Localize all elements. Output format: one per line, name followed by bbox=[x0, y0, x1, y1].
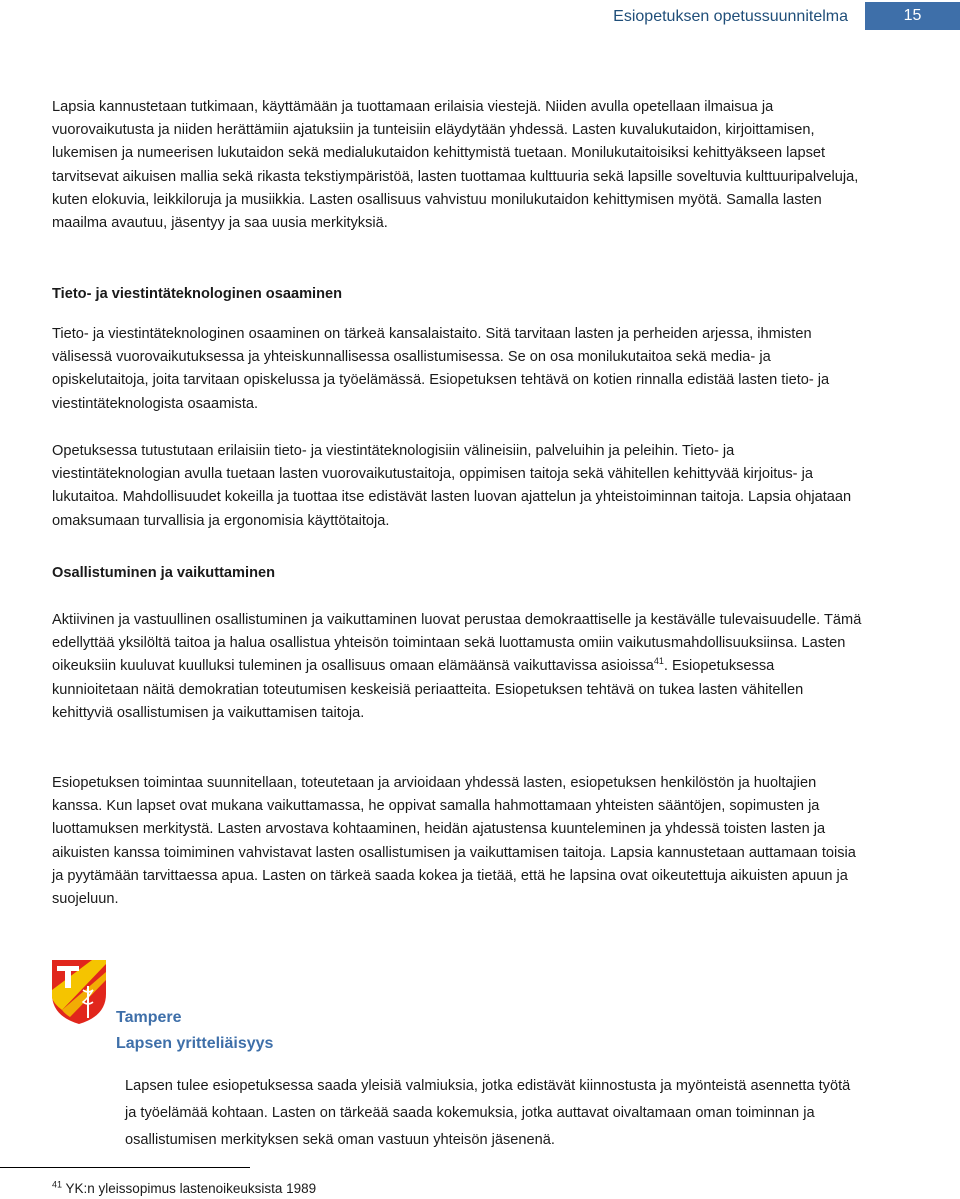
paragraph-multiliteracy: Lapsia kannustetaan tutkimaan, käyttämään ja tuottamaan erilaisia viestejä. Niiden avulla opetellaan ilmaisua ja vuorovaikutusta ja niiden herättämiin ajatuksiin ja tunteisiin eläydytään yhdessä. Lasten kuvalukutaidon, kirjoittamisen, lukemisen ja numeerisen lukutaidon sekä medialukutaidon kehittymistä tuetaan. Monilukutaitoisiksi kehittyäkseen lapset tarvitsevat aikuisen mallia sekä rikasta tekstiympäristöä, lasten tuottamaa kulttuuria sekä lapsille soveltuvia kulttuuripalveluja, kuten elokuvia, leikkiloruja ja musiikkia. Lasten osallisuus vahvistuu monilukutaidon kehittymisen myötä. Samalla lasten maailma avautuu, jäsentyy ja saa uusia merkityksiä. bbox=[52, 99, 859, 232]
footnote-number: 41 bbox=[52, 1179, 63, 1190]
footnote bbox=[52, 1180, 316, 1198]
sidebar-city: Tampere bbox=[116, 1009, 182, 1026]
tampere-crest-icon bbox=[52, 960, 106, 1024]
footnote-text: YK:n yleissopimus lastenoikeuksista 1989 bbox=[65, 1181, 317, 1196]
sidebar-heading bbox=[116, 1005, 273, 1057]
paragraph-participation-part1: Aktiivinen ja vastuullinen osallistuminen ja vaikuttaminen luovat perustaa demokraattiselle ja kestävälle tulevaisuudelle. Tämä edellyttää yksilöltä taitoa ja halua osallistua yhteisön toimintaan sekä luottamusta omiin vaikutusmahdollisuuksiinsa. Lasten oikeuksiin kuuluvat kuulluksi tuleminen ja osallisuus omaan elämäänsä vaikuttavissa asioissa bbox=[52, 612, 862, 675]
paragraph-ict-teaching: Opetuksessa tutustutaan erilaisiin tieto- ja viestintäteknologisiin välineisiin, palveluihin ja peleihin. Tieto- ja viestintäteknologian avulla tuetaan lasten vuorovaikutustaitoja, oppimisen taitoja sekä vähitellen kehittyvää kirjoitus- ja lukutaitoa. Mahdollisuudet kokeilla ja tuottaa itse edistävät lasten luovan ajattelun ja yhteistoiminnan taitoja. Lapsia ohjataan omaksumaan turvallisia ja ergonomisia käyttötaitoja. bbox=[52, 443, 852, 529]
footnote-divider bbox=[0, 1167, 250, 1168]
sidebar-text: Lapsen tulee esiopetuksessa saada yleisiä valmiuksia, jotka edistävät kiinnostusta ja myönteistä asennetta työtä ja työelämää kohtaan. Lasten on tärkeää saada kokemuksia, jotka auttavat oivaltamaan oman toiminnan ja osallistumisen merkityksen sekä oman vastuun yhteisön jäsenenä. bbox=[125, 1078, 851, 1148]
section-heading-ict: Tieto- ja viestintäteknologinen osaaminen bbox=[52, 286, 343, 302]
paragraph-planning: Esiopetuksen toimintaa suunnitellaan, toteutetaan ja arvioidaan yhdessä lasten, esiopetuksen henkilöstön ja huoltajien kanssa. Kun lapset ovat mukana vaikuttamassa, he oppivat samalla hahmottamaan yhteisten sääntöjen, sopimusten ja luottamuksen merkitystä. Lasten arvostava kohtaaminen, heidän ajatustensa kuunteleminen ja yhdessä toisten lasten ja aikuisten kanssa toimiminen vahvistavat lasten osallistumisen ja vaikuttamisen taitoja. Lapsia kannustetaan auttamaan toisia ja pyytämään tarvittaessa apua. Lasten on tärkeä saada kokea ja tietää, että he lapsina ovat oikeutettuja aikuisten apuun ja suojeluun. bbox=[52, 775, 856, 908]
page-number: 15 bbox=[865, 2, 960, 30]
document-title: Esiopetuksen opetussuunnitelma bbox=[613, 8, 848, 25]
sidebar-subtitle: Lapsen yritteliäisyys bbox=[116, 1035, 274, 1052]
footnote-reference[interactable]: 41 bbox=[653, 656, 664, 667]
section-heading-participation: Osallistuminen ja vaikuttaminen bbox=[52, 565, 276, 581]
paragraph-participation bbox=[52, 609, 864, 725]
paragraph-ict-skills: Tieto- ja viestintäteknologinen osaaminen on tärkeä kansalaistaito. Sitä tarvitaan lasten ja perheiden arjessa, ihmisten välisessä vuorovaikutuksessa ja yhteiskunnallisessa osallistumisessa. Se on osa monilukutaitoa sekä media- ja opiskelutaitoja, joita tarvitaan opiskelussa ja työelämässä. Esiopetuksen tehtävä on kotien rinnalla edistää lasten tieto- ja viestintäteknologista osaamista. bbox=[52, 326, 830, 412]
paragraph-participation-part2: . Esiopetuksessa kunnioitetaan näitä demokratian toteutumisen keskeisiä periaatteita. Esiopetuksen tehtävä on tukea lasten vähitellen kehittyviä osallistumisen ja vaikuttamisen taitoja. bbox=[52, 658, 804, 721]
